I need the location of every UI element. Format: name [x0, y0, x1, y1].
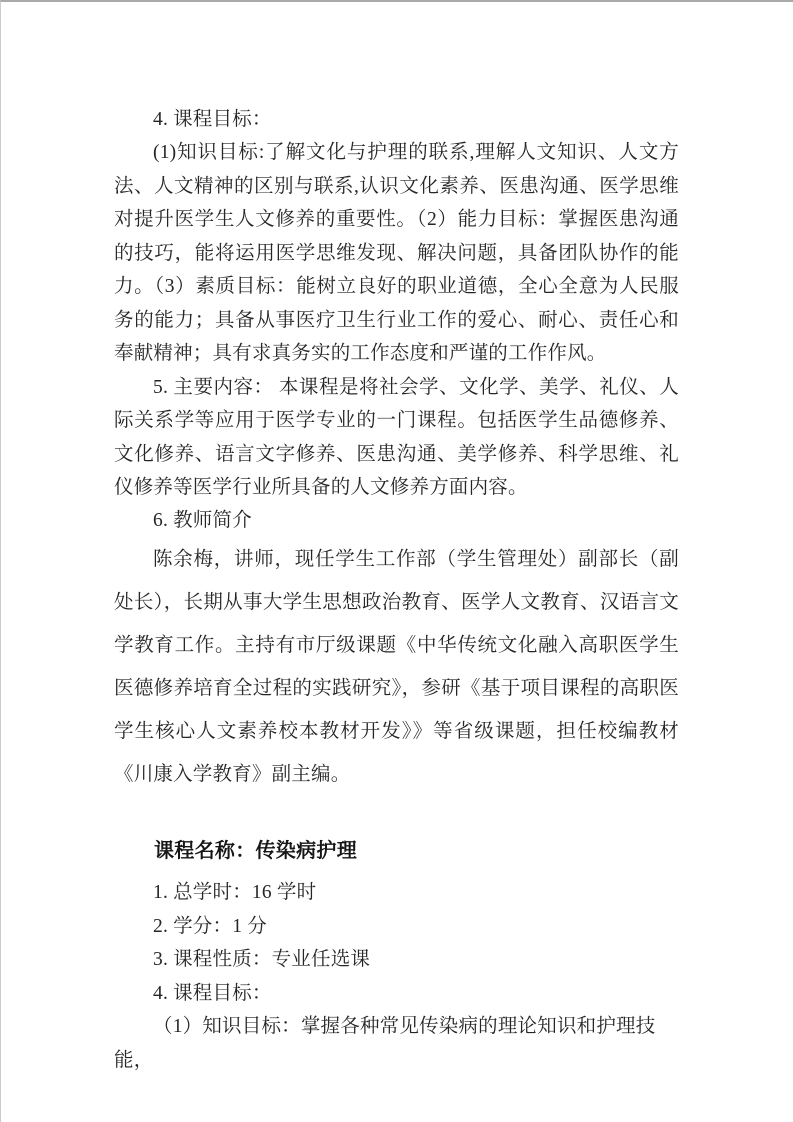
course2-item-total-hours: 1. 总学时：16 学时 — [153, 882, 317, 904]
course1-teacher-heading: 6. 教师简介 — [153, 510, 252, 532]
course2-item-credits: 2. 学分：1 分 — [153, 915, 267, 937]
document-content — [114, 103, 679, 1077]
course1-objectives-paragraph: (1)知识目标:了解文化与护理的联系,理解人文知识、人文方法、人文精神的区别与联系,认识文化素养、医患沟通、医学思维对提升医学生人文修养的重要性。（2）能力目标：掌握医患沟通的技巧，能将运用医学思维发现、解决问题，具备团队协作的能力。（3）素质目标：能树立良好的职业道德，全心全意为人民服务的能力；具备从事医疗卫生行业工作的爱心、耐心、责任心和奉献精神；具有求真务实的工作态度和严谨的工作作风。 — [114, 142, 679, 365]
course2-item-course-nature: 3. 课程性质：专业任选课 — [153, 949, 371, 971]
course2-title: 课程名称：传染病护理 — [154, 839, 357, 862]
course1-main-content-paragraph: 5. 主要内容： 本课程是将社会学、文化学、美学、礼仪、人际关系学等应用于医学专业的一门课程。包括医学生品德修养、文化修养、语言文字修养、医患沟通、美学修养、科学思维、礼仪修养等医学行业所具备的人文修养方面内容。 — [114, 376, 679, 498]
course1-teacher-bio-paragraph: 陈余梅，讲师，现任学生工作部（学生管理处）副部长（副处长），长期从事大学生思想政治教育、医学人文教育、汉语言文学教育工作。主持有市厅级课题《中华传统文化融入高职医学生医德修养培育全过程的实践研究》，参研《基于项目课程的高职医学生核心人文素养校本教材开发》》等省级课题，担任校编教材《川康入学教育》副主编。 — [114, 548, 679, 785]
course1-goals-heading: 4. 课程目标： — [153, 109, 272, 130]
course2-section — [114, 835, 679, 1077]
course1-section — [114, 103, 679, 796]
course2-item-knowledge-goal: （1）知识目标：掌握各种常见传染病的理论知识和护理技能， — [114, 1016, 656, 1071]
course2-item-goals-heading: 4. 课程目标： — [153, 982, 272, 1004]
